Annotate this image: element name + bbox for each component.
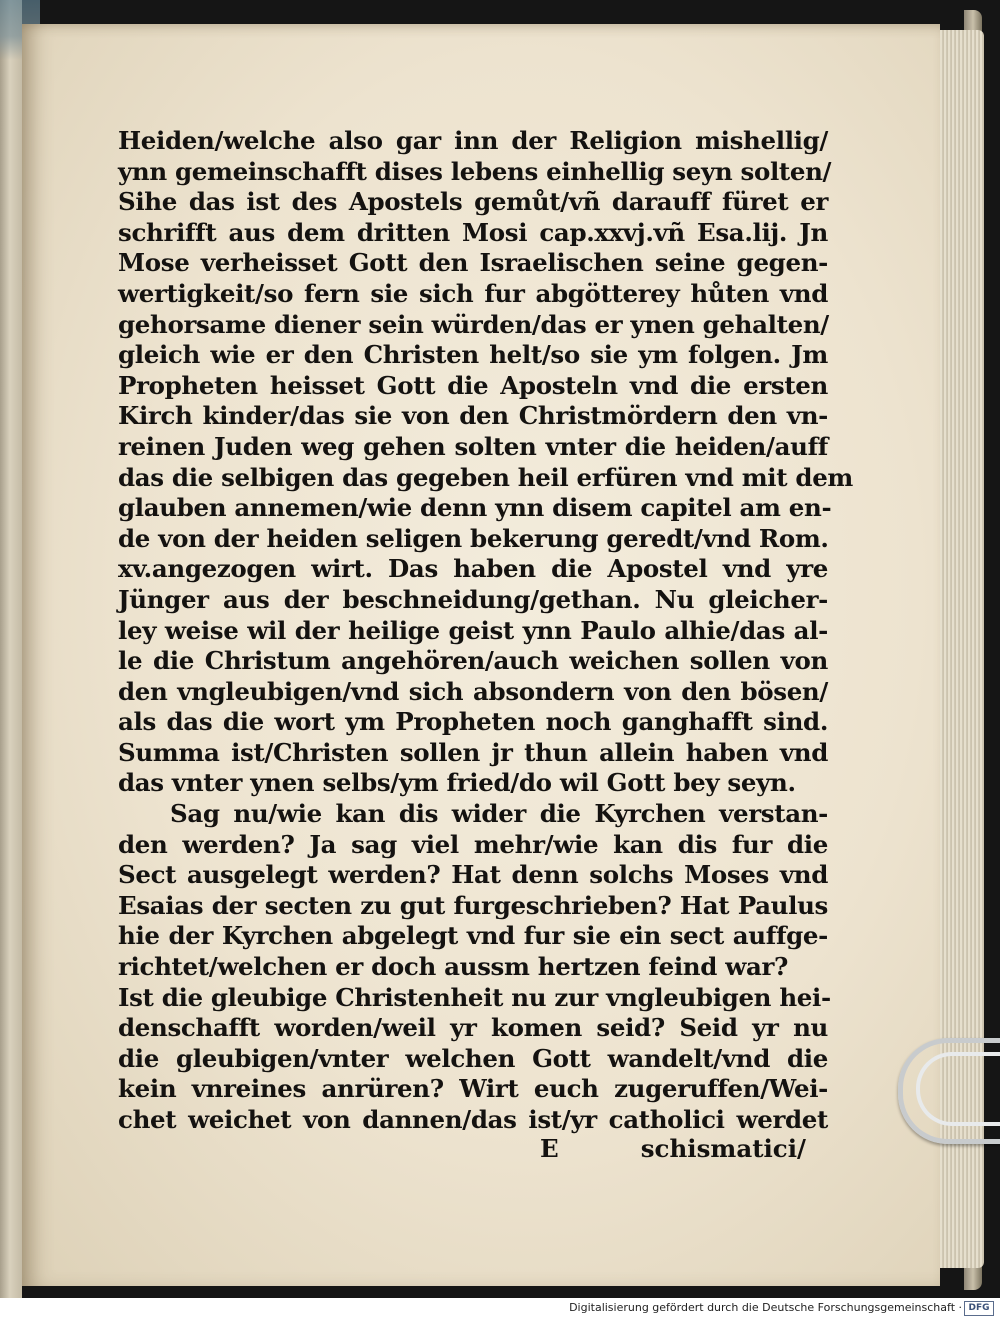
text-line: le die Christum angehören/auch weichen sollen von (118, 646, 828, 676)
text-line: Jünger aus der beschneidung/gethan. Nu gleicher- (118, 584, 828, 614)
text-line: Sag nu/wie kan dis wider die Kyrchen verstan- (170, 799, 828, 829)
text-line: reinen Juden weg gehen solten vnter die heiden/auff (118, 431, 828, 461)
page-text (118, 126, 854, 1136)
text-line: de von der heiden seligen bekerung geredt/vnd Rom. (118, 523, 829, 553)
text-line: Sihe das ist des Apostels gemůt/vñ darauff füret er (118, 187, 828, 217)
signature-mark: E (540, 1134, 559, 1163)
catchword: schismatici/ (640, 1134, 806, 1163)
text-line: die gleubigen/vnter welchen Gott wandelt/vnd die (118, 1043, 828, 1073)
text-line: Sect ausgelegt werden? Hat denn solchs Moses vnd (118, 860, 828, 890)
paperclip-inner-loop (916, 1052, 1000, 1126)
text-line: den werden? Ja sag viel mehr/wie kan dis fur die (118, 829, 828, 859)
text-line: das die selbigen das gegeben heil erfüren vnd mit dem (118, 462, 854, 492)
text-line: ley weise wil der heilige geist ynn Paulo alhie/das al- (118, 615, 828, 645)
text-line: Ist die gleubige Christenheit nu zur vngleubigen hei- (118, 982, 831, 1012)
text-line: denschafft worden/weil yr komen seid? Seid yr nu (118, 1013, 828, 1043)
text-line: Heiden/welche also gar inn der Religion mishellig/ (118, 126, 828, 155)
text-line: Kirch kinder/das sie von den Christmördern den vn- (118, 401, 828, 431)
dfg-logo: DFG (964, 1301, 994, 1316)
text-line: ynn gemeinschafft dises lebens einhellig seyn solten/ (118, 156, 832, 186)
text-line: Mose verheisset Gott den Israelischen seine gegen- (118, 248, 828, 278)
text-line: richtet/welchen er doch aussm hertzen feind war? (118, 952, 789, 982)
text-line: hie der Kyrchen abgelegt vnd fur sie ein sect auffge- (118, 921, 828, 951)
text-line: glauben annemen/wie denn ynn disem capitel am en- (118, 493, 832, 523)
page-footer-row (96, 1134, 806, 1168)
book-page (22, 24, 940, 1286)
digitization-footer (0, 1298, 1000, 1318)
text-line: Summa ist/Christen sollen jr thun allein haben vnd (118, 737, 828, 767)
text-line: wertigkeit/so fern sie sich fur abgötterey hůten vnd (118, 278, 828, 308)
text-line: als das die wort ym Propheten noch ganghafft sind. (118, 707, 828, 737)
text-line: gehorsame diener sein würden/das er ynen gehalten/ (118, 309, 829, 339)
text-line: chet weichet von dannen/das ist/yr catholici werdet (118, 1105, 828, 1134)
text-line: Esaias der secten zu gut furgeschrieben? Hat Paulus (118, 890, 828, 920)
text-line: den vngleubigen/vnd sich absondern von den bösen/ (118, 676, 828, 706)
text-line: gleich wie er den Christen helt/so sie ym folgen. Jm (118, 340, 828, 370)
text-line: Propheten heisset Gott die Aposteln vnd die ersten (118, 370, 828, 400)
text-line: schrifft aus dem dritten Mosi cap.xxvj.vñ Esa.lij. Jn (118, 217, 828, 247)
text-line: das vnter ynen selbs/ym fried/do wil Gott bey seyn. (118, 768, 796, 798)
left-page-edge (0, 0, 22, 1298)
text-line: xv.angezogen wirt. Das haben die Apostel vnd yre (118, 554, 828, 584)
text-line: kein vnreines anrüren? Wirt euch zugeruffen/Wei- (118, 1074, 828, 1104)
funding-credit: Digitalisierung gefördert durch die Deutsche Forschungsgemeinschaft · (569, 1301, 962, 1314)
